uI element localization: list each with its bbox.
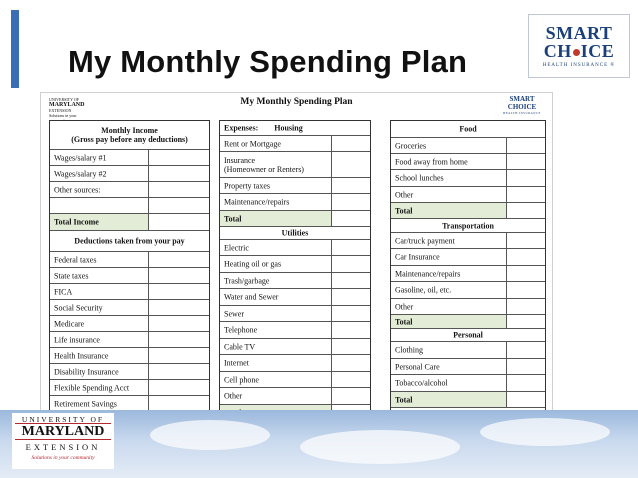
- table-row: [220, 273, 370, 289]
- doc-smart-l2: CHOICE: [507, 103, 537, 111]
- logo-mark: ®: [610, 63, 616, 68]
- row-label: Life insurance: [54, 335, 100, 344]
- amount-cell[interactable]: [331, 355, 370, 371]
- row-label: Car Insurance: [395, 252, 440, 262]
- housing-header-text: [224, 124, 370, 133]
- row-label: Social Security: [54, 303, 103, 312]
- table-row: [220, 289, 370, 306]
- table-row: [220, 194, 370, 211]
- transportation-total-row: [391, 315, 545, 329]
- logo-line2-b: ICE: [580, 41, 615, 61]
- amount-cell[interactable]: [506, 187, 545, 202]
- total-label: Total: [395, 317, 413, 326]
- table-row: [220, 388, 370, 405]
- total-cell[interactable]: [148, 214, 209, 230]
- row-label: Retirement Savings: [54, 399, 117, 408]
- cloud: [300, 430, 460, 464]
- amount-cell[interactable]: [506, 138, 545, 153]
- table-row: [50, 380, 209, 396]
- row-label: Maintenance/repairs: [395, 269, 461, 278]
- utilities-header-text: Utilities: [281, 228, 309, 238]
- umd-l3: EXTENSION: [25, 442, 101, 452]
- table-row: [391, 299, 545, 315]
- row-label: Other: [395, 190, 414, 199]
- table-row: [391, 233, 545, 249]
- row-label: Personal Care: [395, 362, 440, 371]
- table-row: [391, 187, 545, 203]
- table-row: [391, 282, 545, 299]
- expenses-label: Expenses:: [224, 123, 259, 133]
- row-label: Groceries: [395, 141, 427, 150]
- personal-total-row: [391, 392, 545, 408]
- row-label: Tobacco/alcohol: [395, 378, 448, 388]
- amount-cell[interactable]: [506, 375, 545, 391]
- check-circle-icon: [573, 49, 580, 56]
- amount-cell[interactable]: [331, 136, 370, 151]
- table-row: [50, 284, 209, 300]
- row-label: Wages/salary #2: [54, 169, 107, 178]
- table-row: [220, 152, 370, 178]
- utilities-header: [220, 227, 370, 240]
- amount-cell[interactable]: [148, 300, 209, 315]
- slide-title: My Monthly Spending Plan: [68, 44, 468, 79]
- row-label: Insurance (Homeowner or Renters): [224, 155, 304, 174]
- table-row: [50, 364, 209, 380]
- doc-umd-l3: EXTENSION: [49, 108, 72, 113]
- amount-cell[interactable]: [148, 316, 209, 331]
- deductions-header: [50, 231, 209, 252]
- amount-cell[interactable]: [506, 249, 545, 265]
- deductions-header-text: Deductions taken from your pay: [74, 236, 185, 246]
- amount-cell[interactable]: [331, 178, 370, 193]
- cloud: [150, 420, 270, 450]
- doc-smart-logo: [502, 95, 542, 116]
- personal-header: [391, 329, 545, 342]
- accent-bar: [11, 10, 19, 88]
- table-row: [50, 268, 209, 284]
- spending-plan-document: [40, 92, 553, 416]
- row-label: Medicare: [54, 319, 85, 328]
- table-row: [220, 136, 370, 152]
- total-cell[interactable]: [331, 211, 370, 226]
- amount-cell[interactable]: [331, 256, 370, 272]
- amount-cell[interactable]: [506, 233, 545, 248]
- row-label: State taxes: [54, 271, 89, 280]
- row-label: FICA: [54, 287, 73, 296]
- umd-l4: Solutions in your community: [31, 455, 95, 461]
- smart-choice-logo: [528, 14, 630, 78]
- amount-cell[interactable]: [331, 372, 370, 387]
- table-row: [50, 166, 209, 182]
- row-label: Rent or Mortgage: [224, 139, 281, 148]
- table-row: [220, 256, 370, 273]
- logo-line2-a: CH: [543, 41, 572, 61]
- amount-cell[interactable]: [148, 364, 209, 379]
- food-total-row: [391, 203, 545, 219]
- row-label: School lunches: [395, 173, 444, 183]
- income-total-row: [50, 214, 209, 231]
- amount-cell[interactable]: [506, 342, 545, 358]
- table-row: [391, 266, 545, 282]
- income-header: [50, 121, 209, 150]
- amount-cell[interactable]: [331, 273, 370, 288]
- transportation-header: [391, 219, 545, 233]
- doc-umd-l1: UNIVERSITY OF: [49, 97, 79, 102]
- logo-sub-text: HEALTH INSURANCE: [542, 63, 609, 68]
- amount-cell[interactable]: [331, 152, 370, 177]
- amount-cell[interactable]: [148, 332, 209, 347]
- income-column: [49, 120, 210, 416]
- row-label: Telephone: [224, 325, 258, 335]
- total-cell[interactable]: [506, 203, 545, 218]
- income-header-text: [50, 126, 209, 144]
- transportation-header-text: Transportation: [442, 221, 494, 230]
- amount-cell[interactable]: [506, 299, 545, 314]
- row-label: Other sources:: [54, 185, 101, 194]
- table-row: [50, 300, 209, 316]
- row-label: Clothing: [395, 345, 424, 355]
- amount-cell[interactable]: [506, 266, 545, 281]
- amount-cell[interactable]: [331, 322, 370, 338]
- row-label: Flexible Spending Acct: [54, 383, 130, 392]
- row-label: Sewer: [224, 309, 244, 318]
- amount-cell[interactable]: [148, 396, 209, 411]
- total-label: Total: [395, 395, 413, 404]
- table-row: [50, 150, 209, 166]
- umd-extension-logo: [12, 413, 114, 469]
- personal-header-text: Personal: [453, 330, 483, 340]
- amount-cell[interactable]: [148, 380, 209, 395]
- amount-cell[interactable]: [506, 359, 545, 374]
- amount-cell[interactable]: [331, 306, 370, 321]
- row-label: Wages/salary #1: [54, 153, 107, 162]
- total-label: Total: [224, 214, 242, 223]
- amount-cell[interactable]: [148, 166, 209, 181]
- housing-label: Housing: [274, 123, 303, 133]
- logo-sub: [529, 63, 629, 68]
- row-label: Cell phone: [224, 375, 259, 384]
- income-header-line1: Monthly Income: [101, 126, 158, 135]
- umd-l2: MARYLAND: [15, 423, 111, 440]
- row-label: Trash/garbage: [224, 276, 270, 285]
- total-label: Total: [395, 206, 413, 215]
- table-row: [391, 170, 545, 187]
- logo-line2: [529, 41, 629, 62]
- table-row: [50, 332, 209, 348]
- table-row: [50, 198, 209, 214]
- table-row: [220, 372, 370, 388]
- housing-total-row: [220, 211, 370, 227]
- table-row: [220, 339, 370, 355]
- doc-smart-l3: HEALTH INSURANCE: [503, 111, 541, 115]
- total-cell[interactable]: [506, 315, 545, 328]
- amount-cell[interactable]: [148, 252, 209, 267]
- table-row: [50, 316, 209, 332]
- amount-cell[interactable]: [148, 182, 209, 197]
- table-row: [220, 306, 370, 322]
- row-label: Electric: [224, 243, 249, 252]
- row-label: Maintenance/repairs: [224, 197, 290, 207]
- amount-cell[interactable]: [148, 150, 209, 165]
- row-label: Car/truck payment: [395, 236, 455, 245]
- table-row: [391, 138, 545, 154]
- table-row: [220, 240, 370, 256]
- amount-cell[interactable]: [331, 289, 370, 305]
- row-label: Internet: [224, 358, 249, 368]
- total-cell[interactable]: [506, 392, 545, 407]
- table-row: [391, 342, 545, 359]
- table-row: [220, 355, 370, 372]
- row-label: Property taxes: [224, 181, 270, 190]
- row-label: Federal taxes: [54, 255, 97, 264]
- row-label: Other: [395, 302, 414, 311]
- food-header-text: Food: [459, 124, 477, 134]
- amount-cell[interactable]: [148, 284, 209, 299]
- row-label: Water and Sewer: [224, 292, 279, 302]
- amount-cell[interactable]: [148, 348, 209, 363]
- income-header-line2: (Gross pay before any deductions): [71, 135, 188, 144]
- table-row: [391, 359, 545, 375]
- doc-umd-l2: MARYLAND: [49, 102, 85, 108]
- table-row: [391, 154, 545, 170]
- table-row: [391, 249, 545, 266]
- logo-line1: SMART: [545, 23, 613, 43]
- doc-smart-l1: SMART: [509, 95, 535, 103]
- housing-header: [220, 121, 370, 136]
- amount-cell[interactable]: [148, 268, 209, 283]
- amount-cell[interactable]: [506, 154, 545, 169]
- table-row: [220, 178, 370, 194]
- table-row: [220, 322, 370, 339]
- table-row: [391, 375, 545, 392]
- food-header: [391, 121, 545, 138]
- table-row: [50, 348, 209, 364]
- table-row: [50, 252, 209, 268]
- amount-cell[interactable]: [331, 388, 370, 404]
- expenses-column: [219, 120, 371, 416]
- doc-umd-l4: Solutions in your: [49, 113, 77, 118]
- row-label: Health Insurance: [54, 351, 109, 360]
- row-label: Cable TV: [224, 342, 256, 351]
- amount-cell[interactable]: [506, 170, 545, 186]
- umd-l1: UNIVERSITY OF: [21, 415, 105, 424]
- amount-cell[interactable]: [148, 198, 209, 213]
- row-label: Heating oil or gas: [224, 259, 282, 269]
- row-label: Gasoline, oil, etc.: [395, 285, 452, 295]
- total-label: Total Income: [54, 217, 99, 227]
- row-label: Food away from home: [395, 157, 468, 166]
- table-row: [50, 182, 209, 198]
- amount-cell[interactable]: [331, 240, 370, 255]
- amount-cell[interactable]: [331, 339, 370, 354]
- doc-title: My Monthly Spending Plan: [240, 97, 353, 107]
- cloud: [480, 418, 610, 446]
- amount-cell[interactable]: [331, 194, 370, 210]
- row-label: Other: [224, 391, 243, 401]
- categories-column: [390, 120, 546, 416]
- row-label: Disability Insurance: [54, 367, 119, 376]
- amount-cell[interactable]: [506, 282, 545, 298]
